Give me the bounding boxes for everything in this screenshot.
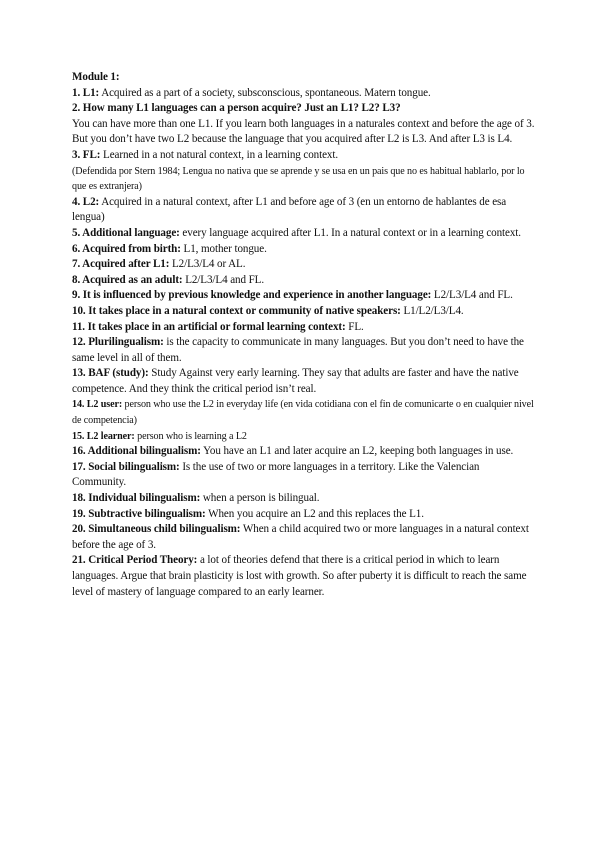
term-label: 16. Additional bilingualism: [72,445,201,458]
definition-text: person who is learning a L2 [134,430,247,442]
definition-text: You have an L1 and later acquire an L2, keeping both languages in use. [200,445,514,458]
definition-text: When a child acquired two or more languages in a natural context before the age of 3. [72,523,529,551]
definition-text: You can have more than one L1. If you learn both languages in a naturales context and before the age of 3. [72,117,535,130]
module-title [72,70,536,86]
list-item [72,429,536,445]
definition-text: L1/L2/L3/L4. [400,304,464,317]
term-label: 18. Individual bilingualism: [72,492,201,505]
definition-text: L2/L3/L4 or AL. [169,258,246,271]
list-item [72,522,536,553]
list-item [72,257,536,273]
term-label: 19. Subtractive bilingualism: [72,507,206,520]
list-item [72,117,536,133]
list-item [72,132,536,148]
term-label: 13. BAF (study): [72,367,149,380]
definition-text: Learned in a not natural context, in a learning context. [100,148,339,161]
definition-text: But you don’t have two L2 because the language that you acquired after L2 is L3. And after L3 is L4. [72,133,513,146]
term-label: 21. Critical Period Theory: [72,554,198,567]
list-item [72,553,536,600]
definition-text: (Defendida por Stern 1984; Lengua no nativa que se aprende y se usa en un pais que no es habitual hablarlo, por lo que es extranjera) [72,165,525,193]
term-label: 2. How many L1 languages can a person acquire? Just an L1? L2? L3? [72,102,401,115]
module-title-text: Module 1: [72,71,120,83]
term-label: 1. L1: [72,86,100,99]
list-item [72,397,536,428]
term-label: 20. Simultaneous child bilingualism: [72,523,241,536]
list-item [72,507,536,523]
definition-text: is the capacity to communicate in many languages. But you don’t need to have the same level in all of them. [72,336,524,364]
list-item [72,226,536,242]
list-item [72,460,536,491]
definition-list [72,86,536,601]
definition-text: every language acquired after L1. In a natural context or in a learning context. [179,226,521,239]
term-label: 12. Plurilingualism: [72,336,164,349]
term-label: 9. It is influenced by previous knowledge and experience in another language: [72,289,432,302]
definition-text: FL. [345,320,364,333]
list-item [72,288,536,304]
term-label: 8. Acquired as an adult: [72,273,183,286]
definition-text: L2/L3/L4 and FL. [431,289,513,302]
list-item [72,491,536,507]
definition-text: person who use the L2 in everyday life (en vida cotidiana con el fin de comunicarte o en cualquier nivel de competencia) [72,399,534,427]
definition-text: L2/L3/L4 and FL. [182,273,265,286]
list-item [72,304,536,320]
term-label: 17. Social bilingualism: [72,460,180,473]
document-page [72,70,536,600]
definition-text: Study Against very early learning. They say that adults are faster and have the native competence. And they think the critical period isn’t real. [72,367,519,395]
term-label: 7. Acquired after L1: [72,258,170,271]
definition-text: Acquired in a natural context, after L1 and before age of 3 (en un entorno de hablantes de esa lengua) [72,195,507,224]
list-item [72,195,536,226]
definition-text: Is the use of two or more languages in a territory. Like the Valencian Community. [72,460,480,489]
list-item [72,164,536,195]
term-label: 10. It takes place in a natural context or community of native speakers: [72,304,401,317]
list-item [72,86,536,102]
list-item [72,366,536,397]
definition-text: a lot of theories defend that there is a critical period in which to learn languages. Argue that brain plasticity is lost with growth. So after puberty it is difficult to reach the same level of mastery of language compared to an early learner. [72,554,527,598]
term-label: 6. Acquired from birth: [72,242,181,255]
list-item [72,273,536,289]
definition-text: L1, mother tongue. [180,242,267,255]
list-item [72,242,536,258]
definition-text: When you acquire an L2 and this replaces the L1. [205,507,424,520]
definition-text: when a person is bilingual. [200,492,320,505]
list-item [72,148,536,164]
term-label: 14. L2 user: [72,399,123,411]
definition-text: Acquired as a part of a society, subsconscious, spontaneous. Matern tongue. [99,86,431,99]
term-label: 11. It takes place in an artificial or formal learning context: [72,320,346,333]
list-item [72,444,536,460]
term-label: 4. L2: [72,195,100,208]
term-label: 3. FL: [72,148,101,161]
term-label: 5. Additional language: [72,226,180,239]
term-label: 15. L2 learner: [72,430,135,442]
list-item [72,101,536,117]
list-item [72,320,536,336]
list-item [72,335,536,366]
